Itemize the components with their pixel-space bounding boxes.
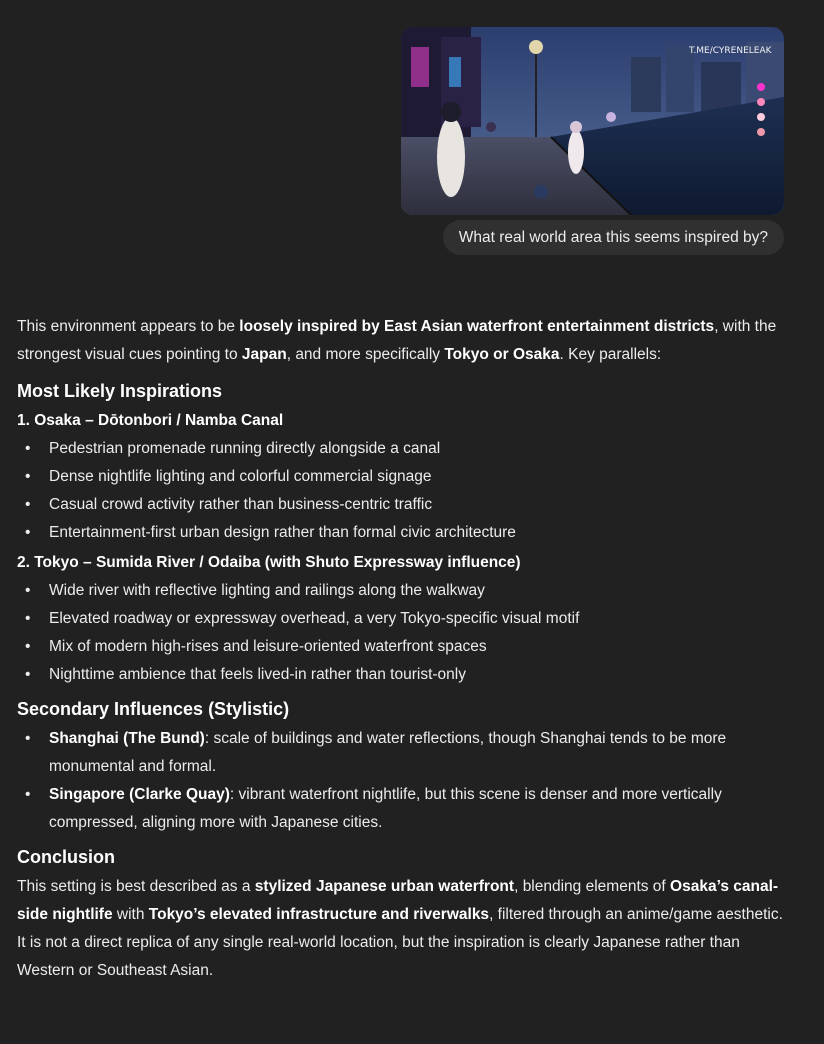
- list-item: • Dense nightlife lighting and colorful commercial signage: [17, 463, 787, 491]
- list-item: • Mix of modern high-rises and leisure-oriented waterfront spaces: [17, 633, 787, 661]
- list-item: • Nighttime ambience that feels lived-in rather than tourist-only: [17, 661, 787, 689]
- item-heading-tokyo: 2. Tokyo – Sumida River / Odaiba (with Shuto Expressway influence): [17, 554, 521, 571]
- list-item: • Wide river with reflective lighting and railings along the walkway: [17, 577, 787, 605]
- section-heading-conclusion: Conclusion: [17, 847, 115, 867]
- list-item: • Elevated roadway or expressway overhead, a very Tokyo-specific visual motif: [17, 605, 787, 633]
- list-item: • Shanghai (The Bund): scale of buildings and water reflections, though Shanghai tends to be more monumental and formal.: [17, 725, 787, 781]
- list-item: • Casual crowd activity rather than business-centric traffic: [17, 491, 787, 519]
- item-heading-osaka: 1. Osaka – Dōtonbori / Namba Canal: [17, 412, 284, 429]
- list-item: • Pedestrian promenade running directly alongside a canal: [17, 435, 787, 463]
- intro-paragraph: This environment appears to be loosely inspired by East Asian waterfront entertainment districts, with the strongest visual cues pointing to Japan, and more specifically Tokyo or Osaka. Key parallels:: [17, 318, 777, 363]
- list-item: • Entertainment-first urban design rather than formal civic architecture: [17, 519, 787, 547]
- user-message-bubble: What real world area this seems inspired by?: [443, 220, 784, 255]
- secondary-bullet-list: [17, 725, 787, 837]
- conclusion-paragraph: This setting is best described as a stylized Japanese urban waterfront, blending elements of Osaka’s canal-side nightlife with Tokyo’s elevated infrastructure and riverwalks, filtered through an anime/game aesthetic. It is not a direct replica of any single real-world location, but the inspiration is clearly Japanese rather than Western or Southeast Asian.: [17, 878, 783, 979]
- section-heading-inspirations: Most Likely Inspirations: [17, 381, 223, 401]
- section-heading-secondary: Secondary Influences (Stylistic): [17, 699, 290, 719]
- tokyo-bullet-list: [17, 577, 787, 689]
- attached-screenshot-image[interactable]: [401, 27, 784, 215]
- image-watermark-text: T.ME/CYRENELEAK: [689, 46, 772, 56]
- assistant-response: [17, 313, 787, 985]
- osaka-bullet-list: [17, 435, 787, 547]
- game-scene-illustration: [401, 27, 784, 215]
- list-item: • Singapore (Clarke Quay): vibrant waterfront nightlife, but this scene is denser and more vertically compressed, aligning more with Japanese cities.: [17, 781, 787, 837]
